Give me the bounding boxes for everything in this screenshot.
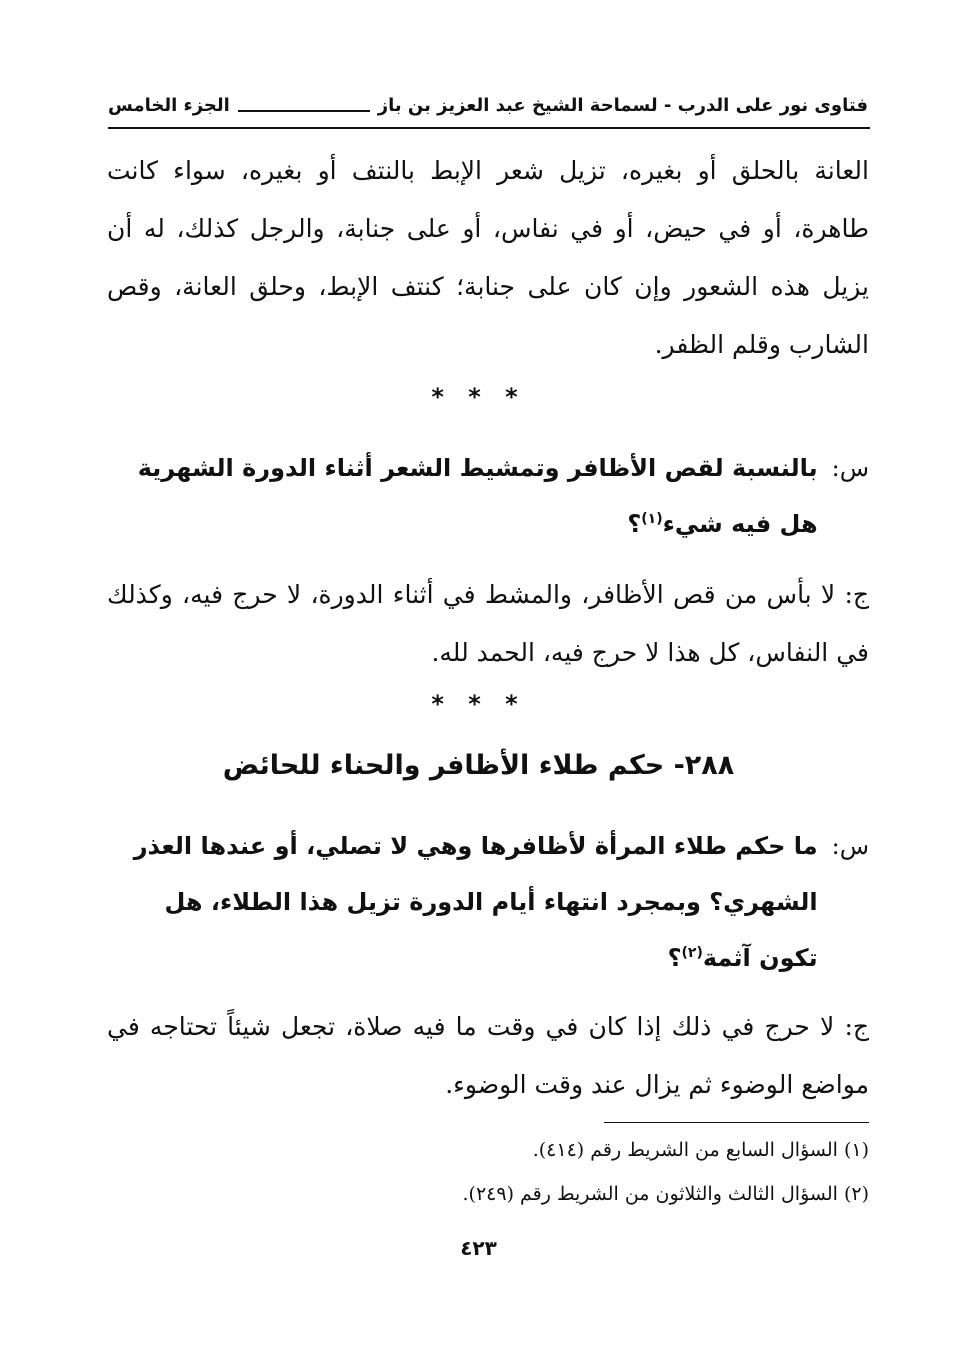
footnote-divider (604, 1122, 869, 1123)
footnotes (109, 1128, 869, 1216)
separator-stars-1: * * * (431, 383, 526, 411)
running-header (108, 88, 868, 122)
question-1 (129, 440, 869, 552)
question-label: س: (831, 454, 869, 482)
answer-1-text: لا بأس من قص الأظافر، والمشط في أثناء الدورة، لا حرج فيه، وكذلك في النفاس، كل هذا لا حرج فيه، الحمد لله. (107, 580, 869, 667)
footnote-ref-1[interactable]: (١) (641, 511, 663, 527)
footnote-1: (١) السؤال السابع من الشريط رقم (٤١٤). (532, 1139, 869, 1161)
question-1-body: بالنسبة لقص الأظافر وتمشيط الشعر أثناء الدورة الشهرية هل فيه شيء (137, 454, 818, 538)
question-text (129, 818, 818, 986)
answer-1 (107, 566, 869, 682)
answer-label: ج: (844, 1012, 869, 1041)
question-2-body: ما حكم طلاء المرأة لأظافرها وهي لا تصلي، أو عندها العذر الشهري؟ وبمجرد انتهاء أيام الدورة تزيل هذا الطلاء، هل تكون آثمة (133, 832, 818, 972)
page-number: ٤٢٣ (460, 1236, 497, 1260)
section-heading: ٢٨٨- حكم طلاء الأظافر والحناء للحائض (222, 750, 735, 781)
question-mark: ؟ (627, 510, 642, 538)
volume-label: الجزء الخامس (108, 94, 230, 116)
answer-label: ج: (844, 580, 869, 609)
question-text (129, 440, 818, 552)
answer-2-text: لا حرج في ذلك إذا كان في وقت ما فيه صلاة، تجعل شيئاً تحتاجه في مواضع الوضوء ثم يزال عند وقت الوضوء. (107, 1012, 869, 1099)
header-dash-rule (238, 110, 370, 112)
question-2 (129, 818, 869, 986)
question-label: س: (831, 832, 869, 860)
question-mark: ؟ (667, 944, 682, 972)
separator-stars-2: * * * (431, 690, 526, 718)
footnote-2: (٢) السؤال الثالث والثلاثون من الشريط رقم (٢٤٩). (462, 1183, 869, 1205)
book-title: فتاوى نور على الدرب - لسماحة الشيخ عبد العزيز بن باز (377, 94, 868, 116)
header-divider (108, 127, 870, 129)
footnote-ref-2[interactable]: (٢) (681, 945, 703, 961)
paragraph-1: العانة بالحلق أو بغيره، تزيل شعر الإبط بالنتف أو بغيره، سواء كانت طاهرة، أو في حيض، أو في نفاس، أو على جنابة، والرجل كذلك، له أن يزيل هذه الشعور وإن كان على جنابة؛ كنتف الإبط، وحلق العانة، وقص الشارب وقلم الظفر. (107, 156, 869, 359)
answer-2 (107, 998, 869, 1114)
